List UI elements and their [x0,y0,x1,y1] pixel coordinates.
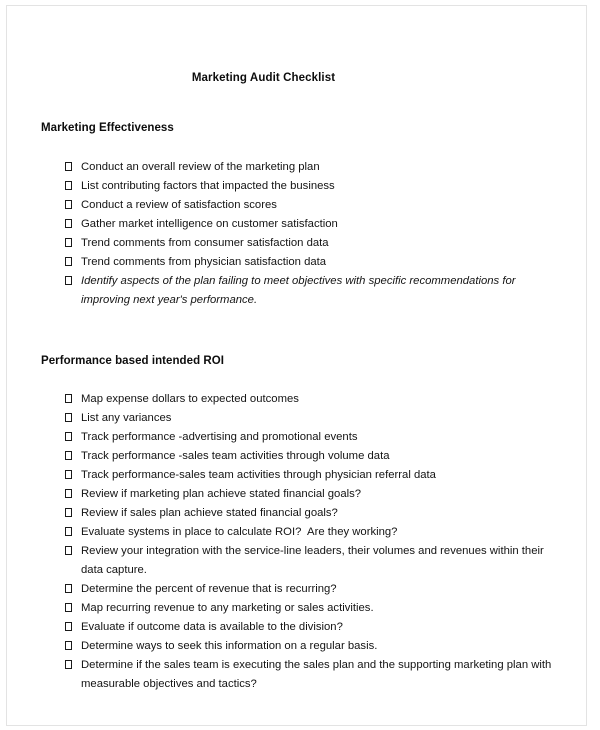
checklist-item-label: Track performance-sales team activities through physician referral data [81,469,436,481]
empty-checkbox-icon[interactable] [65,238,72,247]
checklist-item[interactable] [7,272,586,310]
checklist-item[interactable] [7,215,586,234]
empty-checkbox-icon[interactable] [65,603,72,612]
checklist-item[interactable] [7,637,586,656]
checklist-item-label: Trend comments from physician satisfaction data [81,256,327,268]
document-page [6,5,587,726]
empty-checkbox-icon[interactable] [65,546,72,555]
checklist-marketing-effectiveness [7,134,586,310]
checklist-item-label: Map expense dollars to expected outcomes [81,393,299,405]
checklist-item[interactable] [7,390,586,409]
checklist-item-label: Conduct a review of satisfaction scores [81,199,277,211]
empty-checkbox-icon[interactable] [65,451,72,460]
checklist-item[interactable] [7,523,586,542]
section-marketing-effectiveness [7,84,586,310]
checklist-item[interactable] [7,656,586,694]
checklist-performance-based-intended-roi [7,367,586,694]
empty-checkbox-icon[interactable] [65,200,72,209]
empty-checkbox-icon[interactable] [65,413,72,422]
empty-checkbox-icon[interactable] [65,584,72,593]
empty-checkbox-icon[interactable] [65,489,72,498]
page-title: Marketing Audit Checklist [191,72,336,84]
checklist-item-label: Conduct an overall review of the marketing plan [81,161,320,173]
empty-checkbox-icon[interactable] [65,527,72,536]
empty-checkbox-icon[interactable] [65,641,72,650]
checklist-item[interactable] [7,253,586,272]
checklist-item[interactable] [7,485,586,504]
checklist-item[interactable] [7,504,586,523]
empty-checkbox-icon[interactable] [65,162,72,171]
section-heading: Performance based intended ROI [41,355,224,367]
checklist-item-label: Identify aspects of the plan failing to meet objectives with specific recommendations for improving next year's performance. [81,275,519,306]
checklist-item-label: Track performance -advertising and promotional events [81,431,358,443]
checklist-item[interactable] [7,447,586,466]
checklist-item-label: List any variances [81,412,172,424]
empty-checkbox-icon[interactable] [65,470,72,479]
empty-checkbox-icon[interactable] [65,432,72,441]
checklist-item-label: Evaluate systems in place to calculate ROI? Are they working? [81,526,398,538]
section-performance-based-intended-roi [7,310,586,694]
empty-checkbox-icon[interactable] [65,394,72,403]
checklist-item[interactable] [7,428,586,447]
checklist-item-label: Gather market intelligence on customer satisfaction [81,218,338,230]
empty-checkbox-icon[interactable] [65,219,72,228]
checklist-item[interactable] [7,618,586,637]
empty-checkbox-icon[interactable] [65,276,72,285]
checklist-item[interactable] [7,599,586,618]
checklist-item[interactable] [7,542,586,580]
checklist-item[interactable] [7,177,586,196]
checklist-item[interactable] [7,196,586,215]
empty-checkbox-icon[interactable] [65,508,72,517]
section-heading: Marketing Effectiveness [41,122,174,134]
checklist-item-label: Map recurring revenue to any marketing or sales activities. [81,602,374,614]
checklist-item[interactable] [7,580,586,599]
empty-checkbox-icon[interactable] [65,660,72,669]
checklist-item-label: Determine if the sales team is executing the sales plan and the supporting marketing plan with measurable objectives and tactics? [81,659,555,690]
checklist-item-label: List contributing factors that impacted the business [81,180,335,192]
checklist-item-label: Determine ways to seek this information on a regular basis. [81,640,378,652]
empty-checkbox-icon[interactable] [65,257,72,266]
checklist-item[interactable] [7,158,586,177]
checklist-item-label: Review if sales plan achieve stated financial goals? [81,507,338,519]
checklist-item-label: Review if marketing plan achieve stated financial goals? [81,488,362,500]
checklist-item-label: Trend comments from consumer satisfaction data [81,237,329,249]
checklist-item-label: Track performance -sales team activities through volume data [81,450,390,462]
checklist-item[interactable] [7,234,586,253]
checklist-item-label: Evaluate if outcome data is available to the division? [81,621,343,633]
checklist-item[interactable] [7,409,586,428]
checklist-item-label: Determine the percent of revenue that is recurring? [81,583,337,595]
checklist-item-label: Review your integration with the service-line leaders, their volumes and revenues within their data capture. [81,545,547,576]
empty-checkbox-icon[interactable] [65,622,72,631]
checklist-item[interactable] [7,466,586,485]
empty-checkbox-icon[interactable] [65,181,72,190]
